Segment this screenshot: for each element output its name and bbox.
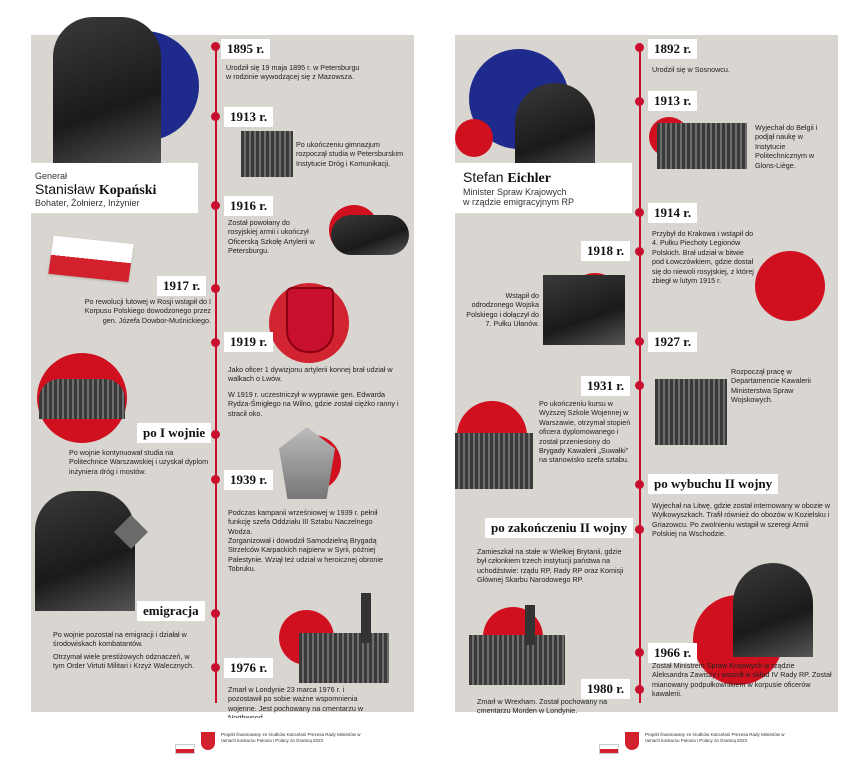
timeline-line — [215, 43, 217, 703]
eichler-portrait-photo — [733, 563, 813, 657]
politechnika-image — [39, 379, 125, 419]
timeline-line — [639, 43, 641, 703]
timeline-dot — [635, 247, 644, 256]
year-label: 1966 r. — [648, 643, 697, 663]
timeline-dot — [635, 685, 644, 694]
year-label: 1913 r. — [648, 91, 697, 111]
name-prefix: Generał — [35, 171, 68, 181]
event-text: Podczas kampanii wrześniowej w 1939 r. pełnił funkcję szefa Oddziału III Sztabu Naczelnego Wodza. — [228, 508, 378, 536]
big-ben-image — [469, 635, 565, 685]
year-label: 1917 r. — [157, 276, 206, 296]
timeline-dot — [635, 648, 644, 657]
name-plate — [449, 163, 632, 213]
event-text: Wyjechał na Litwę, gdzie został internowany w obozie w Wyłkowyszkach. Trafił również do obozów w Kozielsku i Griazowcu. Po zwolnieniu wstąpił w szeregi Armii Polskiej na Wschodzie. — [652, 501, 831, 539]
westminster-image — [299, 633, 389, 683]
year-label: 1916 r. — [224, 196, 273, 216]
year-label: 1914 r. — [648, 203, 697, 223]
person-subtitle: Minister Spraw Krajowych — [463, 187, 567, 197]
event-text: Urodził się w Sosnowcu. — [652, 65, 730, 74]
event-text: Po ukończeniu gimnazjum rozpoczął studia w Petersburskim Instytucie Dróg i Komunikacji. — [296, 140, 404, 168]
timeline-dot — [211, 609, 220, 618]
event-text: Przybył do Krakowa i wstąpił do 4. Pułku Piechoty Legionów Polskich. Brał udział w bitwie pod Łowczówkiem, gdzie dostał się do niewoli rosyjskiej, z której zbiegł w lutym 1915 r. — [652, 229, 754, 286]
timeline-dot — [211, 284, 220, 293]
event-text: Rozpoczął pracę w Departamencie Kawalerii Ministerstwa Spraw Wojskowych. — [731, 367, 811, 405]
poster-kopanski — [31, 35, 414, 712]
timeline-dot — [211, 338, 220, 347]
year-label: 1895 r. — [221, 39, 270, 59]
liege-building-image — [657, 123, 747, 169]
year-label: 1931 r. — [581, 376, 630, 396]
year-label: 1918 r. — [581, 241, 630, 261]
year-label: 1927 r. — [648, 332, 697, 352]
emblem-icon — [625, 732, 639, 750]
event-text: Zamieszkał na stałe w Wielkiej Brytanii, gdzie był członkiem trzech instytucji państwa na uchodźstwie: rządu RP, Rady RP oraz Komisji Głównej Skarbu Narodowego RP. — [477, 547, 624, 585]
person-subtitle: Bohater, Żołnierz, Inżynier — [35, 198, 140, 208]
year-label: 1892 r. — [648, 39, 697, 59]
event-text: Urodził się 19 maja 1895 r. w Petersburgu w rodzinie wywodzącej się z Mazowsza. — [226, 63, 360, 82]
funding-note: Projekt finansowany ze środków Kancelarii Prezesa Rady Ministrów w ramach konkursu Polonia i Polacy za Granicą 2023 — [645, 732, 785, 743]
timeline-dot — [211, 475, 220, 484]
footer — [31, 718, 414, 768]
person-name: Stefan Eichler — [463, 169, 551, 186]
year-label: po zakończeniu II wojny — [485, 518, 633, 538]
flag-icon — [599, 744, 619, 754]
year-label: 1919 r. — [224, 332, 273, 352]
institute-building-image — [241, 131, 293, 177]
event-text: Zmarł w Londynie 23 marca 1976 r. i pozostawił po sobie ważne wspomnienia wojenne. Jest pochowany na cmentarzu w — [228, 685, 364, 713]
red-accent-circle — [455, 119, 493, 157]
big-ben-image — [361, 593, 371, 643]
event-text: Jako oficer 1 dywizjonu artylerii konnej brał udział w walkach o Lwów. — [228, 365, 393, 384]
year-label: 1976 r. — [224, 658, 273, 678]
timeline-dot — [635, 208, 644, 217]
event-text: Został powołany do rosyjskiej armii i ukończył Oficerską Szkołę Artylerii w Petersburgu. — [228, 218, 315, 256]
tower-image — [525, 605, 535, 645]
event-text: W 1919 r. uczestniczył w wyprawie gen. Edwarda Rydza-Śmigłego na Wilno, gdzie został ciężko ranny i stracił oko. — [228, 390, 399, 418]
timeline-dot — [211, 663, 220, 672]
coat-of-arms-image — [286, 287, 334, 353]
year-label: 1913 r. — [224, 107, 273, 127]
polish-flag-image — [48, 236, 133, 282]
timeline-dot — [635, 43, 644, 52]
event-text: Wyjechał do Belgii i podjął naukę w Instytucie Politechnicznym w Glons-Liège. — [755, 123, 818, 170]
footer — [455, 718, 838, 768]
event-text: Po wojnie pozostał na emigracji i działał w środowiskach kombatantów. — [53, 630, 187, 649]
name-plate — [23, 163, 198, 213]
ministry-building-image — [655, 379, 727, 445]
cannon-image — [331, 215, 409, 255]
timeline-dot — [635, 97, 644, 106]
event-text: Wstąpił do odrodzonego Wojska Polskiego i dołączył do 7. Pułku Ułanów. — [466, 291, 539, 329]
timeline-dot — [211, 42, 220, 51]
year-label: emigracja — [137, 601, 205, 621]
event-text: Został Ministrem Spraw Krajowych w rządzie Aleksandra Zawiszy i wszedł w skład IV Rady RP. Został mianowany podpułkownikiem w korpusie oficerów kawalerii. — [652, 661, 832, 699]
event-text: Zmarł w Wrexham. Został pochowany na cmentarzu Morden w Londynie. — [477, 697, 608, 716]
flag-icon — [175, 744, 195, 754]
timeline-dot — [211, 430, 220, 439]
cavalry-image — [543, 275, 625, 345]
funding-note: Projekt finansowany ze środków Kancelarii Prezesa Rady Ministrów w ramach konkursu Polonia i Polacy za Granicą 2023 — [221, 732, 361, 743]
emblem-icon — [201, 732, 215, 750]
kopanski-portrait-photo — [35, 491, 135, 611]
event-text: Po ukończeniu kursu w Wyższej Szkole Wojennej w Warszawie, otrzymał stopień oficera dyplomowanego i został przeniesiony do Brygady Kawalerii „Suwałki” na stanowisko szefa sztabu. — [539, 399, 631, 465]
poster-eichler — [455, 35, 838, 716]
timeline-dot — [211, 112, 220, 121]
year-label: 1980 r. — [581, 679, 630, 699]
timeline-dot — [635, 381, 644, 390]
year-label: 1939 r. — [224, 470, 273, 490]
war-college-image — [455, 433, 533, 489]
person-subtitle: w rządzie emigracyjnym RP — [463, 197, 575, 207]
year-label: po wybuchu II wojny — [648, 474, 778, 494]
portrait-photo — [53, 17, 161, 167]
legion-eagle-badge-image — [755, 251, 825, 321]
timeline-dot — [635, 525, 644, 534]
event-text: Otrzymał wiele prestiżowych odznaczeń, w tym Order Virtuti Militari i Krzyż Walecznych. — [53, 652, 194, 671]
event-text: Po wojnie kontynuował studia na Politechnice Warszawskiej i uzyskał dyplom inżyniera dróg i mostów. — [69, 448, 209, 476]
timeline-dot — [635, 480, 644, 489]
event-text: Po rewolucji lutowej w Rosji wstąpił do I Korpusu Polskiego dowodzonego przez gen. Józefa Dowbor-Muśnickiego. — [84, 297, 211, 325]
portrait-photo — [515, 83, 595, 175]
timeline-dot — [635, 337, 644, 346]
year-label: po I wojnie — [137, 423, 211, 443]
event-text: Zorganizował i dowodził Samodzielną Brygadą Strzelców Karpackich najpierw w Syrii, później Palestynie. Wziął też udział w heroicznej obronie Tobruku. — [228, 536, 384, 574]
timeline-dot — [211, 201, 220, 210]
person-name: Stanisław Kopański — [35, 181, 157, 198]
